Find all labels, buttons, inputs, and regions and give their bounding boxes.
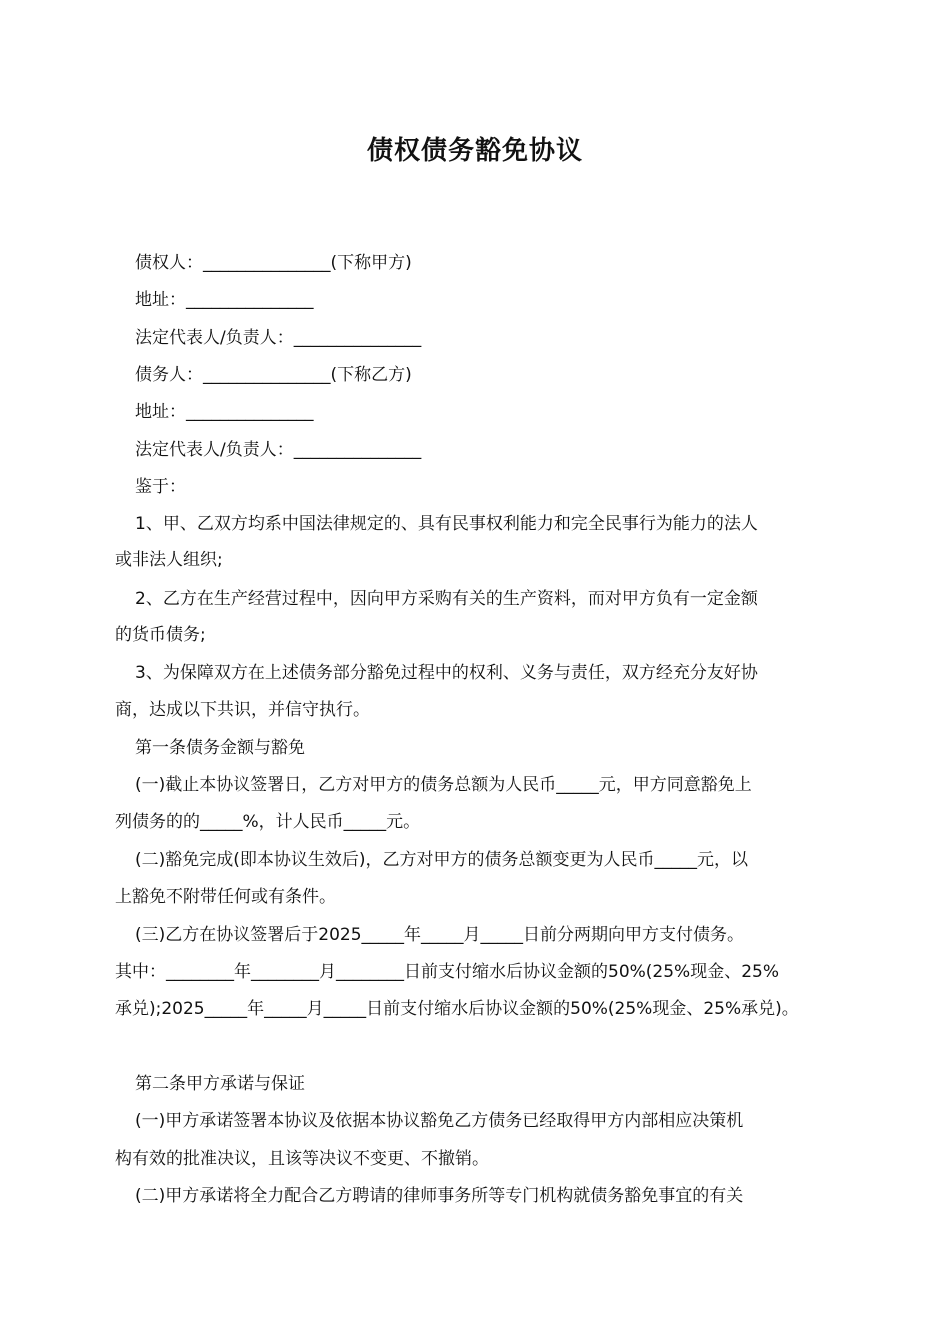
article-1-clause-3-line-2: 其中：________年________月________日前支付缩水后协议金额的50%(25%现金、25% [115,962,779,982]
article-1-clause-1-line-1: (一)截止本协议签署日，乙方对甲方的债务总额为人民币_____元，甲方同意豁免上 [135,775,752,795]
article-2-clause-1-line-2: 构有效的批准决议，且该等决议不变更、不撤销。 [115,1149,489,1169]
article-1-clause-2-line-2: 上豁免不附带任何或有条件。 [115,887,336,907]
recital-2-line-2: 的货币债务; [115,625,206,645]
article-1-clause-1-line-2: 列债务的的_____%，计人民币_____元。 [115,812,421,832]
article-2-clause-1-line-1: (一)甲方承诺签署本协议及依据本协议豁免乙方债务已经取得甲方内部相应决策机 [135,1111,744,1131]
debtor-representative-line: 法定代表人/负责人：_______________ [135,440,422,460]
recital-1-line-2: 或非法人组织; [115,550,223,570]
article-1-clause-3-line-3: 承兑);2025_____年_____月_____日前支付缩水后协议金额的50%(25%现金、25%承兑)。 [115,999,799,1019]
debtor-address-line: 地址：_______________ [135,402,314,422]
document-title: 债权债务豁免协议 [366,136,583,166]
whereas-heading: 鉴于： [135,477,186,497]
article-1-clause-3-line-1: (三)乙方在协议签署后于2025_____年_____月_____日前分两期向甲方支付债务。 [135,925,745,945]
recital-3-line-2: 商，达成以下共识，并信守执行。 [115,700,370,720]
article-2-heading: 第二条甲方承诺与保证 [135,1074,305,1094]
debtor-line: 债务人：_______________(下称乙方) [135,365,412,385]
recital-1-line-1: 1、甲、乙双方均系中国法律规定的、具有民事权利能力和完全民事行为能力的法人 [135,514,758,534]
article-1-heading: 第一条债务金额与豁免 [135,738,305,758]
article-2-clause-2-line-1: (二)甲方承诺将全力配合乙方聘请的律师事务所等专门机构就债务豁免事宜的有关 [135,1186,744,1206]
creditor-line: 债权人：_______________(下称甲方) [135,253,412,273]
recital-2-line-1: 2、乙方在生产经营过程中，因向甲方采购有关的生产资料，而对甲方负有一定金额 [135,589,758,609]
article-1-clause-2-line-1: (二)豁免完成(即本协议生效后)，乙方对甲方的债务总额变更为人民币_____元，以 [135,850,749,870]
recital-3-line-1: 3、为保障双方在上述债务部分豁免过程中的权利、义务与责任，双方经充分友好协 [135,663,758,683]
creditor-address-line: 地址：_______________ [135,290,314,310]
creditor-representative-line: 法定代表人/负责人：_______________ [135,328,422,348]
